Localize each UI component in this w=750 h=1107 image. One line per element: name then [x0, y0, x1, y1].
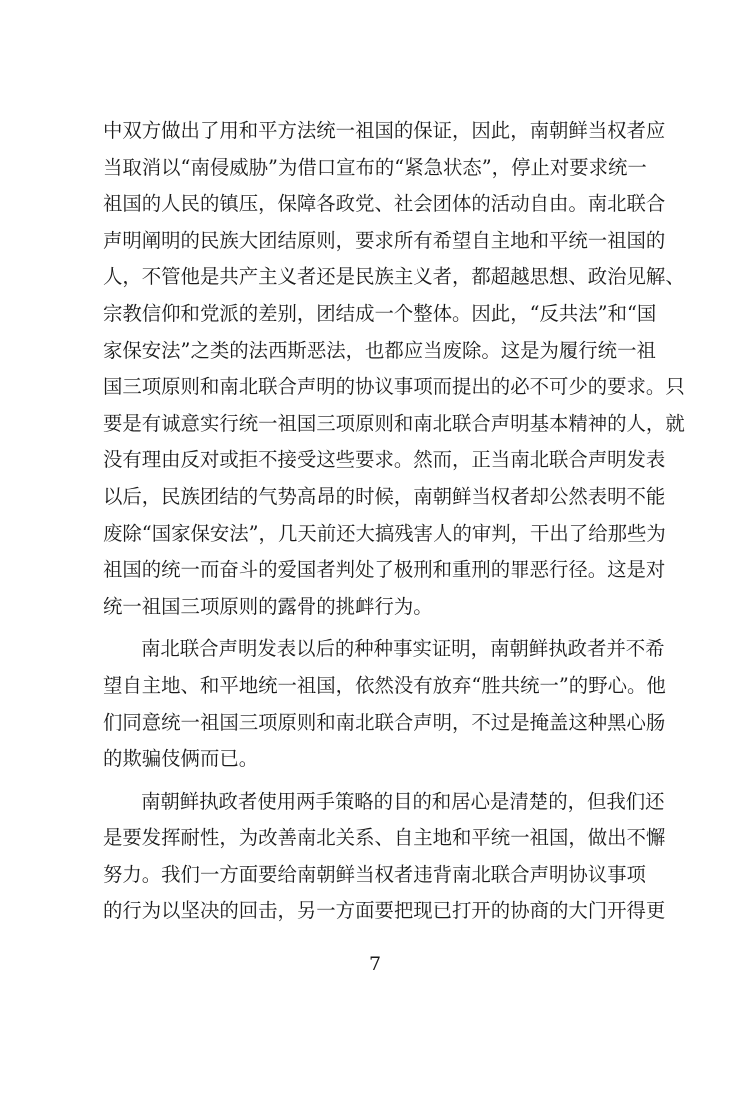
page-number: 7 [368, 953, 382, 975]
paragraph-2 [103, 631, 668, 777]
text-line: 们同意统一祖国三项原则和南北联合声明，不过是掩盖这种黑心肠 [103, 710, 666, 734]
text-line: 以后，民族团结的气势高昂的时候，南朝鲜当权者却公然表明不能 [103, 484, 666, 508]
text-line: 人，不管他是共产主义者还是民族主义者，都超越思想、政治见解、 [103, 265, 685, 289]
text-line: 祖国的人民的镇压，保障各政党、社会团体的活动自由。南北联合 [103, 192, 666, 216]
text-line: 的行为以坚决的回击，另一方面要把现已打开的协商的大门开得更 [103, 899, 666, 923]
text-line: 没有理由反对或拒不接受这些要求。然而，正当南北联合声明发表 [103, 448, 666, 472]
text-line: 祖国的统一而奋斗的爱国者判处了极刑和重刑的罪恶行径。这是对 [103, 558, 666, 582]
text-line: 是要发挥耐性，为改善南北关系、自主地和平统一祖国，做出不懈 [103, 826, 666, 850]
text-line: 国三项原则和南北联合声明的协议事项而提出的必不可少的要求。只 [103, 375, 685, 399]
text-line: 家保安法”之类的法西斯恶法，也都应当废除。这是为履行统一祖 [103, 338, 656, 362]
text-line: 的欺骗伎俩而已。 [103, 747, 259, 771]
text-line: 声明阐明的民族大团结原则，要求所有希望自主地和平统一祖国的 [103, 228, 666, 252]
text-line: 南北联合声明发表以后的种种事实证明，南朝鲜执政者并不希 [141, 637, 665, 661]
text-line: 统一祖国三项原则的露骨的挑衅行为。 [103, 594, 433, 618]
text-line: 废除“国家保安法”，几天前还大搞残害人的审判，干出了给那些为 [103, 521, 666, 545]
text-line: 南朝鲜执政者使用两手策略的目的和居心是清楚的，但我们还 [141, 789, 665, 813]
text-line: 当取消以“南侵威胁”为借口宣布的“紧急状态”，停止对要求统一 [103, 155, 647, 179]
text-line: 努力。我们一方面要给南朝鲜当权者违背南北联合声明协议事项 [103, 862, 646, 886]
body-text [103, 113, 685, 930]
text-line: 宗教信仰和党派的差别，团结成一个整体。因此，“反共法”和“国 [103, 301, 657, 325]
text-line: 要是有诚意实行统一祖国三项原则和南北联合声明基本精神的人，就 [103, 411, 685, 435]
paragraph-1 [103, 113, 685, 625]
text-line: 望自主地、和平地统一祖国，依然没有放弃“胜共统一”的野心。他 [103, 673, 666, 697]
text-line: 中双方做出了用和平方法统一祖国的保证，因此，南朝鲜当权者应 [103, 119, 666, 142]
paragraph-3 [103, 784, 668, 930]
